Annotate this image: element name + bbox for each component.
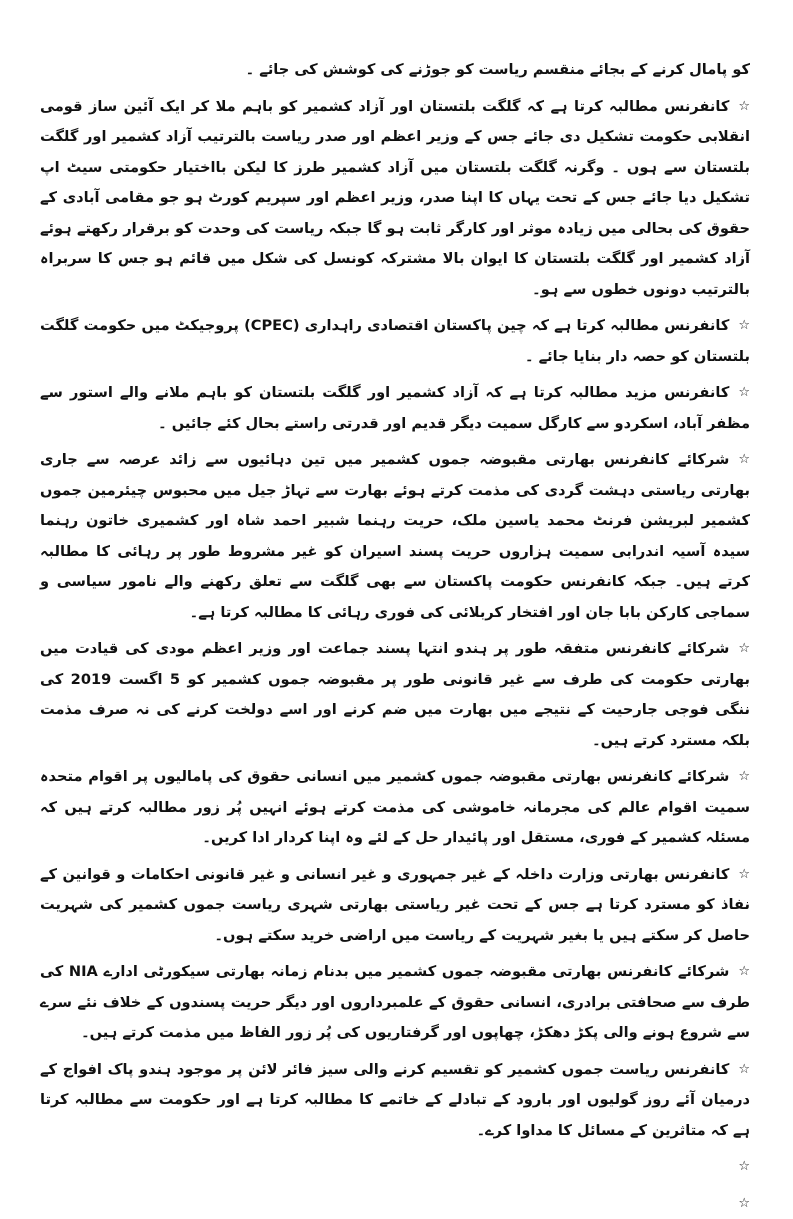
resolution-item: [40, 1055, 750, 1147]
star-bullet-icon: ☆: [738, 453, 750, 466]
paragraph-text: کانفرنس ریاست جموں کشمیر کو تقسیم کرنے والی سیز فائر لائن پر موجود ہندو پاک افواج کے درمیان آئے روز گولیوں اور بارود کے تبادلے کے خاتمے کا مطالبہ کرتا ہے اور حکومت سے مطالبہ کرتا ہے کہ متاثرین کے مسائل کا مداوا کرے۔: [40, 1061, 750, 1139]
resolution-item: [40, 311, 750, 372]
resolution-item: [40, 1152, 750, 1183]
paragraph-text: کانفرنس مزید مطالبہ کرتا ہے کہ آزاد کشمیر اور گلگت بلتستان کو باہم ملانے والے استور سے مظفر آباد، اسکردو سے کارگل سمیت دیگر قدیم اور قدرتی راستے بحال کئے جائیں ۔: [40, 384, 750, 432]
star-bullet-icon: ☆: [738, 386, 750, 399]
star-bullet-icon: ☆: [738, 868, 750, 881]
resolution-item: [40, 92, 750, 306]
resolution-item: [40, 634, 750, 756]
star-bullet-icon: ☆: [738, 770, 750, 783]
star-bullet-icon: ☆: [738, 642, 750, 655]
paragraph-text: کانفرنس مطالبہ کرتا ہے کہ گلگت بلتستان اور آزاد کشمیر کو باہم ملا کر ایک آئین ساز قومی انقلابی حکومت تشکیل دی جائے جس کے وزیر اعظم اور صدر ریاست بالترتیب آزاد کشمیر اور گلگت بلتستان سے ہوں ۔ وگرنہ گلگت بلتستان میں آزاد کشمیر طرز کا لیکن بااختیار حکومتی سیٹ اپ تشکیل دیا جائے جس کے تحت یہاں کا اپنا صدر، وزیر اعظم اور سپریم کورٹ ہو جو مقامی آبادی کے حقوق کی بحالی میں زیادہ موثر اور کارگر ثابت ہو گا جبکہ ریاست کی وحدت کو برقرار رکھتے ہوئے آزاد کشمیر اور گلگت بلتستان کا ایوان بالا مشترکہ کونسل کی شکل میں قائم ہو جس کا سربراہ بالترتیب دونوں خطوں سے ہو۔: [40, 98, 750, 298]
resolution-item: [40, 860, 750, 952]
paragraph-text: شرکائے کانفرنس متفقہ طور پر ہندو انتہا پسند جماعت اور وزیر اعظم مودی کی قیادت میں بھارتی حکومت کی طرف سے غیر قانونی طور پر مقبوضہ جموں کشمیر کو 5 اگست 2019 کی ننگی فوجی جارحیت کے نتیجے میں بھارت میں ضم کرنے اور اسے دولخت کرنے کی نہ صرف مذمت بلکہ مسترد کرتے ہیں۔: [40, 640, 750, 749]
resolution-item: [40, 445, 750, 628]
document-page: [40, 55, 750, 1219]
star-bullet-icon: ☆: [738, 100, 750, 113]
paragraph-text: کو پامال کرنے کے بجائے منقسم ریاست کو جوڑنے کی کوشش کی جائے ۔: [246, 61, 750, 78]
star-bullet-icon: ☆: [738, 965, 750, 978]
star-bullet-icon: ☆: [738, 319, 750, 332]
resolution-item: [40, 957, 750, 1049]
paragraph-text: شرکائے کانفرنس بھارتی مقبوضہ جموں کشمیر میں انسانی حقوق کی پامالیوں پر اقوام متحدہ سمیت اقوام عالم کی مجرمانہ خاموشی کی مذمت کرتے ہوئے انہیں پُر زور مطالبہ کرتے ہیں کہ مسئلہ کشمیر کے فوری، مستقل اور پائیدار حل کے لئے وہ اپنا کردار ادا کریں۔: [40, 768, 750, 846]
paragraph-text: کانفرنس بھارتی وزارت داخلہ کے غیر جمہوری و غیر انسانی و غیر قانونی احکامات و قوانین کے نفاذ کو مسترد کرتا ہے جس کے تحت غیر ریاستی بھارتی شہری ریاست جموں کشمیر کی شہریت حاصل کر سکتے ہیں یا بغیر شہریت کے ریاست میں اراضی خرید سکتے ہوں۔: [40, 866, 750, 944]
star-bullet-icon: ☆: [738, 1063, 750, 1076]
star-bullet-icon: ☆: [738, 1197, 750, 1210]
resolution-item: [40, 378, 750, 439]
paragraph-text: شرکائے کانفرنس بھارتی مقبوضہ جموں کشمیر میں بدنام زمانہ بھارتی سیکورٹی ادارے NIA کی طرف سے صحافتی برادری، انسانی حقوق کے علمبرداروں اور دیگر حریت پسندوں کے خلاف نئے سرے سے شروع ہونے والی پکڑ دھکڑ، چھاپوں اور گرفتاریوں کی پُر زور الفاظ میں مذمت کرتے ہیں۔: [40, 963, 750, 1041]
star-bullet-icon: ☆: [738, 1160, 750, 1173]
resolution-item: [40, 762, 750, 854]
paragraph-text: کانفرنس مطالبہ کرتا ہے کہ چین پاکستان اقتصادی راہداری (CPEC) پروجیکٹ میں حکومت گلگت بلتستان کو حصہ دار بنایا جائے ۔: [40, 317, 750, 365]
resolution-item: [40, 1189, 750, 1219]
paragraph-text: شرکائے کانفرنس بھارتی مقبوضہ جموں کشمیر میں تین دہائیوں سے زائد عرصہ سے جاری بھارتی ریاستی دہشت گردی کی مذمت کرتے ہوئے بھارت سے تہاڑ جیل میں محبوس چیئرمین جموں کشمیر لبریشن فرنٹ محمد یاسین ملک، حریت رہنما شبیر احمد شاہ اور کشمیری خاتون رہنما سیدہ آسیہ اندرابی سمیت ہزاروں حریت پسند اسیران کو غیر مشروط طور پر رہائی کا مطالبہ کرتے ہیں۔ جبکہ کانفرنس حکومت پاکستان سے بھی گلگت سے تعلق رکھنے والے نامور سیاسی و سماجی کارکن بابا جان اور افتخار کربلائی کی فوری رہائی کا مطالبہ کرتا ہے۔: [40, 451, 750, 621]
paragraph-continuation: [40, 55, 750, 86]
